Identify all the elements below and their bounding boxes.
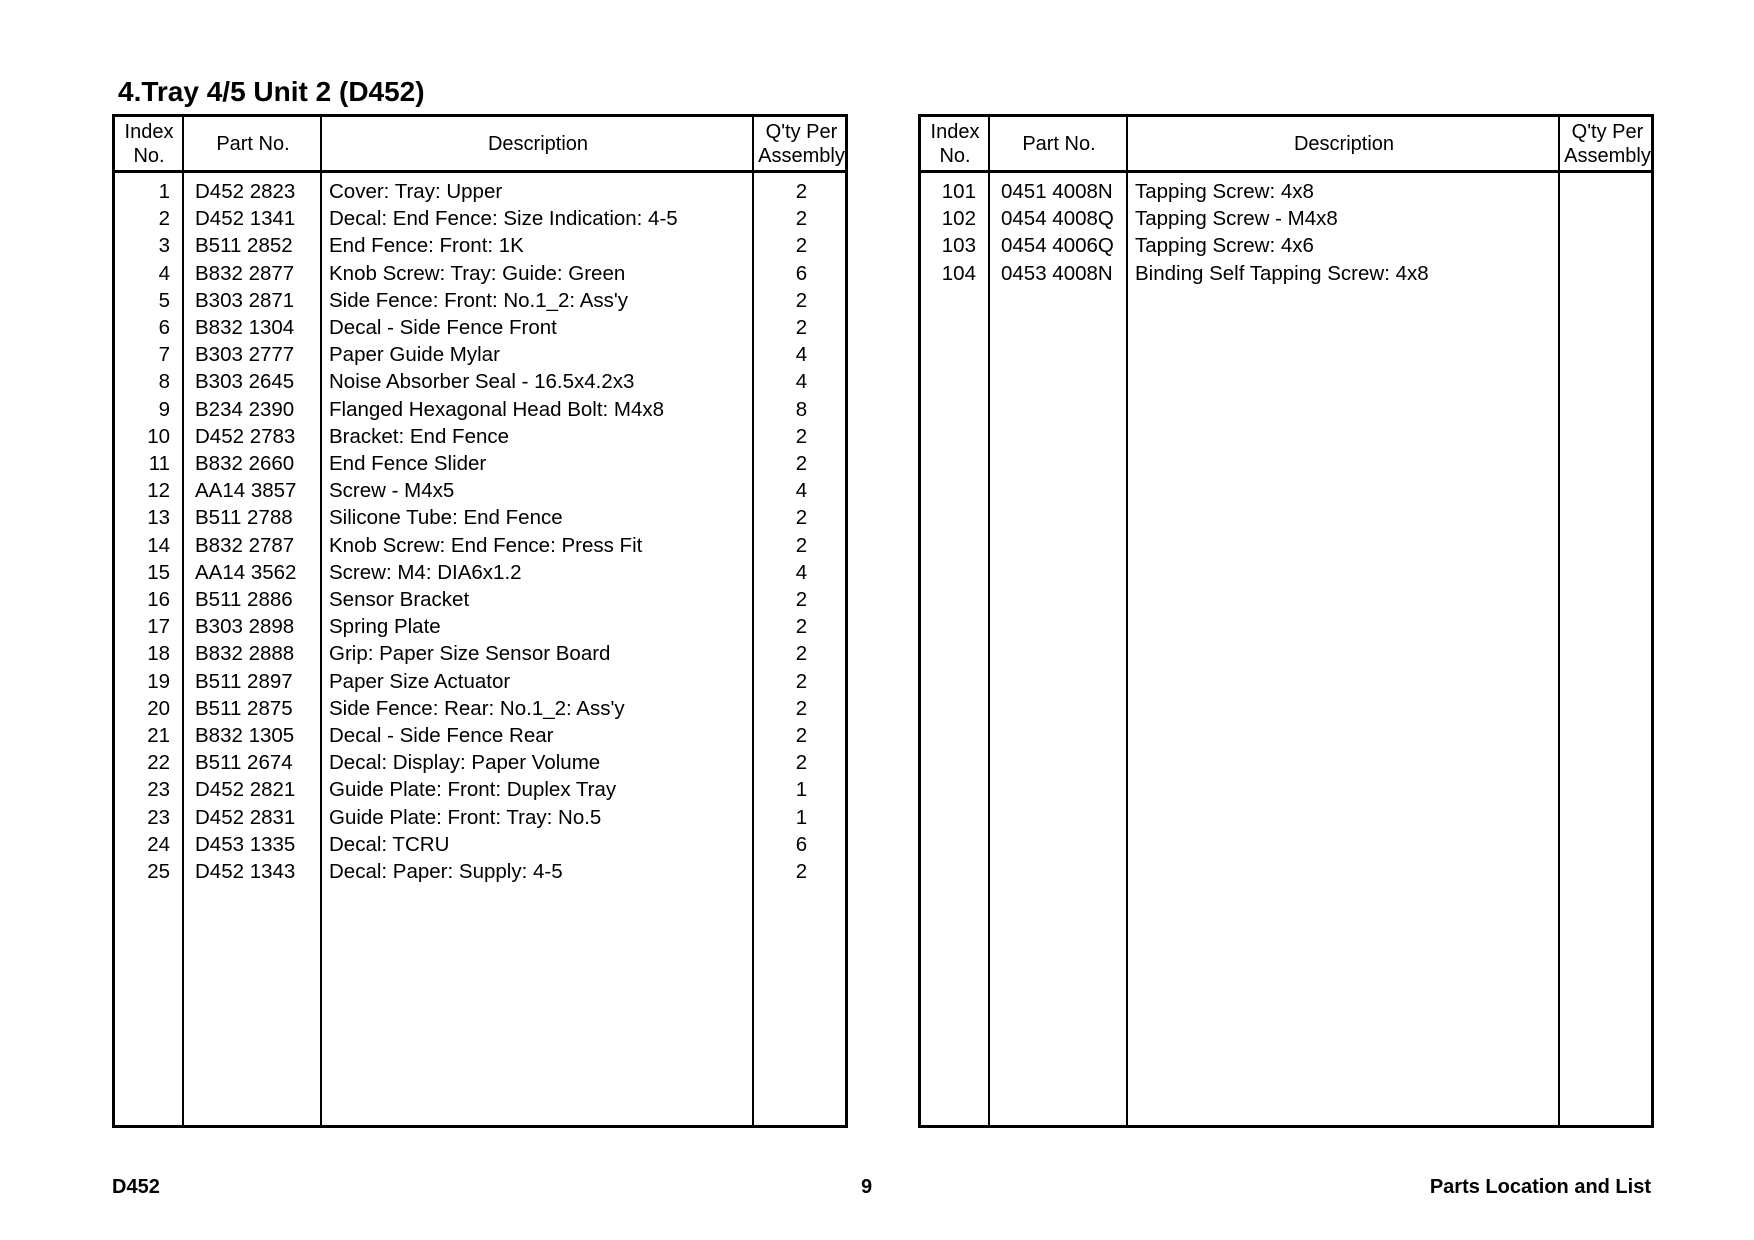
qty-cell: 2: [795, 751, 808, 775]
table-row: [115, 314, 845, 341]
qty-cell: [1561, 232, 1654, 259]
header-index: Index No.: [124, 120, 174, 167]
part-no-cell: B832 2660: [195, 452, 295, 475]
part-no-cell: B832 2888: [195, 642, 295, 666]
table-row: [115, 613, 845, 640]
part-no-cell: B511 2897: [195, 669, 293, 693]
description-cell: Side Fence: Front: No.1_2: Ass'y: [329, 288, 629, 312]
part-no-cell: D453 1335: [195, 832, 296, 856]
table-header: [115, 117, 845, 173]
index-cell: 24: [147, 832, 170, 856]
part-no-cell: D452 1341: [195, 207, 296, 231]
description-cell: Decal: End Fence: Size Indication: 4-5: [329, 207, 678, 231]
description-cell: Tapping Screw: 4x8: [1135, 180, 1314, 203]
part-no-cell: D452 2783: [195, 424, 296, 448]
index-cell: 1: [158, 180, 170, 203]
description-cell: Silicone Tube: End Fence: [329, 506, 563, 530]
header-part-no: Part No.: [216, 132, 290, 155]
table-row: [115, 722, 845, 749]
index-cell: 23: [147, 778, 170, 802]
description-cell: Decal - Side Fence Front: [329, 316, 557, 339]
table-row: [115, 341, 845, 368]
part-no-cell: D452 2831: [195, 805, 296, 829]
index-cell: 14: [147, 533, 170, 557]
part-no-cell: B234 2390: [195, 397, 295, 421]
description-cell: Noise Absorber Seal - 16.5x4.2x3: [329, 370, 635, 394]
qty-cell: 1: [795, 778, 808, 802]
part-no-cell: 0453 4008N: [1001, 261, 1113, 285]
qty-cell: 4: [795, 343, 808, 367]
table-row: [115, 423, 845, 450]
index-cell: 15: [147, 560, 170, 584]
part-no-cell: AA14 3857: [195, 479, 297, 503]
table-row: [115, 450, 845, 477]
index-cell: 7: [158, 343, 170, 367]
part-no-cell: B511 2788: [195, 506, 293, 530]
description-cell: Guide Plate: Front: Tray: No.5: [329, 805, 602, 829]
footer-page-number: 9: [861, 1176, 873, 1198]
footer-section: Parts Location and List: [1429, 1176, 1651, 1198]
part-no-cell: B511 2852: [195, 234, 293, 258]
part-no-cell: B511 2886: [195, 588, 293, 611]
part-no-cell: B303 2777: [195, 343, 295, 367]
part-no-cell: B303 2871: [195, 288, 295, 312]
table-row: [921, 260, 1651, 287]
footer-model: D452: [112, 1176, 160, 1198]
qty-cell: 2: [795, 316, 808, 339]
index-cell: 12: [147, 479, 170, 503]
description-cell: Decal: TCRU: [329, 832, 450, 856]
part-no-cell: B832 1305: [195, 724, 295, 747]
index-cell: 21: [147, 724, 170, 747]
index-cell: 101: [941, 180, 976, 203]
description-cell: Spring Plate: [329, 615, 441, 639]
table-row: [115, 668, 845, 695]
table-row: [115, 504, 845, 531]
description-cell: Sensor Bracket: [329, 588, 470, 611]
header-index: Index No.: [930, 120, 980, 167]
qty-cell: 6: [795, 261, 808, 285]
table-row: [115, 287, 845, 314]
table-row: [115, 232, 845, 259]
description-cell: End Fence: Front: 1K: [329, 234, 524, 258]
parts-table-left: [112, 114, 848, 1128]
qty-cell: 4: [795, 370, 808, 394]
index-cell: 23: [147, 805, 170, 829]
table-row: [115, 368, 845, 395]
table-row: [921, 178, 1651, 205]
part-no-cell: B832 2877: [195, 261, 295, 285]
index-cell: 11: [148, 452, 170, 475]
table-row: [115, 260, 845, 287]
table-row: [115, 804, 845, 831]
qty-cell: 2: [795, 288, 808, 312]
description-cell: Knob Screw: Tray: Guide: Green: [329, 261, 626, 285]
table-row: [115, 396, 845, 423]
qty-cell: 2: [795, 669, 808, 693]
qty-cell: 2: [795, 860, 808, 883]
qty-cell: 2: [795, 724, 808, 747]
table-row: [115, 477, 845, 504]
index-cell: 6: [158, 316, 170, 339]
index-cell: 8: [158, 370, 170, 394]
table-row: [115, 831, 845, 858]
qty-cell: 2: [795, 615, 808, 639]
qty-cell: [1561, 260, 1654, 287]
table-row: [115, 749, 845, 776]
part-no-cell: B303 2898: [195, 615, 295, 639]
index-cell: 18: [147, 642, 170, 666]
index-cell: 25: [147, 860, 170, 883]
part-no-cell: D452 2821: [195, 778, 296, 802]
qty-cell: 2: [795, 180, 808, 203]
index-cell: 9: [158, 397, 170, 421]
index-cell: 22: [147, 751, 170, 775]
parts-table-right: [918, 114, 1654, 1128]
part-no-cell: B511 2674: [195, 751, 293, 775]
index-cell: 2: [158, 207, 170, 231]
qty-cell: [1561, 178, 1654, 205]
table-row: [921, 232, 1651, 259]
table-row: [115, 532, 845, 559]
description-cell: Tapping Screw: 4x6: [1135, 234, 1314, 258]
page-title: 4.Tray 4/5 Unit 2 (D452): [118, 76, 425, 107]
part-no-cell: AA14 3562: [195, 560, 297, 584]
description-cell: Bracket: End Fence: [329, 424, 510, 448]
header-part-no: Part No.: [1022, 132, 1096, 155]
qty-cell: 6: [795, 832, 808, 856]
header-description: Description: [1293, 132, 1395, 155]
qty-cell: 2: [795, 234, 808, 258]
part-no-cell: B832 1304: [195, 316, 295, 339]
part-no-cell: D452 2823: [195, 180, 296, 203]
qty-cell: 2: [795, 452, 808, 475]
description-cell: Decal - Side Fence Rear: [329, 724, 554, 747]
description-cell: End Fence Slider: [329, 452, 487, 475]
table-row: [115, 586, 845, 613]
part-no-cell: D452 1343: [195, 860, 296, 883]
table-row: [115, 695, 845, 722]
qty-cell: 8: [795, 397, 808, 421]
part-no-cell: 0451 4008N: [1001, 180, 1113, 203]
qty-cell: 2: [795, 506, 808, 530]
description-cell: Decal: Paper: Supply: 4-5: [329, 860, 563, 883]
table-row: [115, 776, 845, 803]
index-cell: 4: [158, 261, 170, 285]
description-cell: Cover: Tray: Upper: [329, 180, 503, 203]
description-cell: Tapping Screw - M4x8: [1135, 207, 1338, 231]
description-cell: Guide Plate: Front: Duplex Tray: [329, 778, 617, 802]
description-cell: Flanged Hexagonal Head Bolt: M4x8: [329, 397, 665, 421]
part-no-cell: B511 2875: [195, 696, 293, 720]
table-row: [921, 205, 1651, 232]
qty-cell: 4: [795, 560, 808, 584]
index-cell: 10: [147, 424, 170, 448]
description-cell: Paper Guide Mylar: [329, 343, 500, 367]
qty-cell: 2: [795, 642, 808, 666]
index-cell: 5: [158, 288, 170, 312]
qty-cell: 4: [795, 479, 808, 503]
description-cell: Binding Self Tapping Screw: 4x8: [1135, 261, 1429, 285]
qty-cell: [1561, 205, 1654, 232]
header-qty: Q'ty Per Assembly: [1564, 120, 1651, 167]
qty-cell: 1: [795, 805, 808, 829]
table-row: [115, 178, 845, 205]
description-cell: Knob Screw: End Fence: Press Fit: [329, 533, 643, 557]
index-cell: 19: [147, 669, 170, 693]
qty-cell: 2: [795, 533, 808, 557]
header-description: Description: [487, 132, 589, 155]
index-cell: 102: [941, 207, 976, 231]
index-cell: 3: [158, 234, 170, 258]
part-no-cell: 0454 4008Q: [1001, 207, 1114, 231]
qty-cell: 2: [795, 696, 808, 720]
part-no-cell: B303 2645: [195, 370, 295, 394]
table-row: [115, 205, 845, 232]
index-cell: 20: [147, 696, 170, 720]
part-no-cell: 0454 4006Q: [1001, 234, 1114, 258]
index-cell: 17: [147, 615, 170, 639]
table-header: [921, 117, 1651, 173]
table-row: [115, 640, 845, 667]
table-row: [115, 858, 845, 885]
description-cell: Screw: M4: DIA6x1.2: [329, 560, 522, 584]
index-cell: 16: [147, 588, 170, 611]
description-cell: Grip: Paper Size Sensor Board: [329, 642, 611, 666]
part-no-cell: B832 2787: [195, 533, 295, 557]
description-cell: Paper Size Actuator: [329, 669, 511, 693]
description-cell: Decal: Display: Paper Volume: [329, 751, 601, 775]
table-row: [115, 559, 845, 586]
description-cell: Screw - M4x5: [329, 479, 455, 503]
description-cell: Side Fence: Rear: No.1_2: Ass'y: [329, 696, 625, 720]
header-qty: Q'ty Per Assembly: [758, 120, 845, 167]
index-cell: 104: [941, 261, 976, 285]
qty-cell: 2: [795, 424, 808, 448]
index-cell: 13: [147, 506, 170, 530]
qty-cell: 2: [795, 588, 808, 611]
qty-cell: 2: [795, 207, 808, 231]
index-cell: 103: [941, 234, 976, 258]
